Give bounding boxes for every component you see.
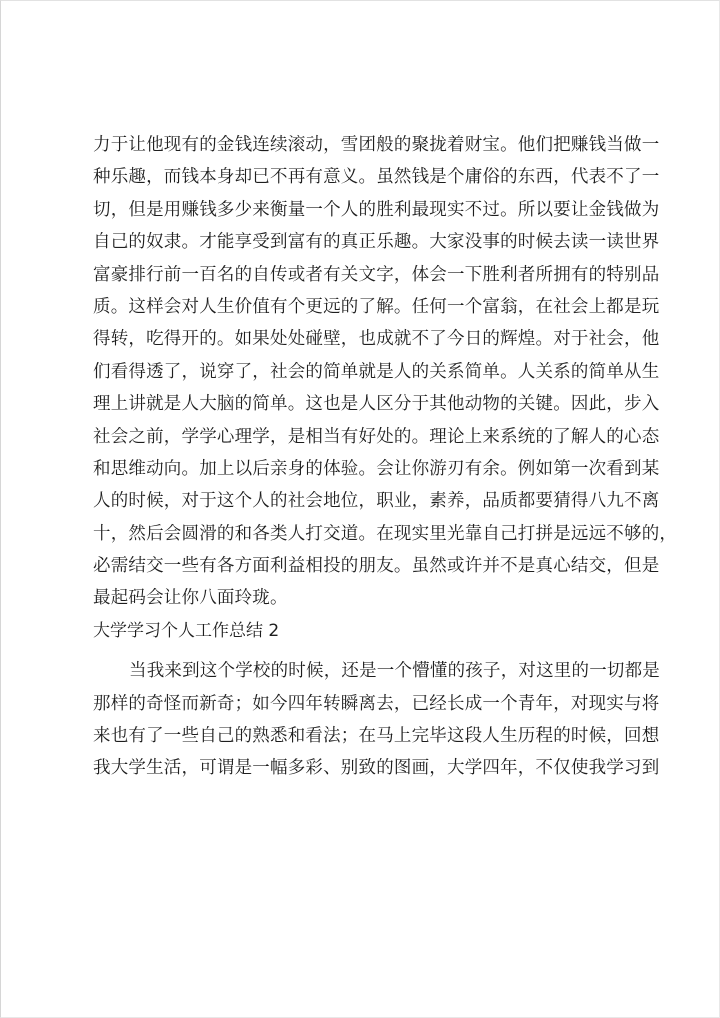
text-line: 我大学生活，可谓是一幅多彩、别致的图画，大学四年，不仅使我学习到 <box>93 758 660 779</box>
paragraph-1 <box>93 129 678 615</box>
text-line: 得转，吃得开的。如果处处碰壁，也成就不了今日的辉煌。对于社会，他 <box>93 329 660 350</box>
text-line: 十，然后会圆滑的和各类人打交道。在现实里光靠自己打拼是远远不够的， <box>93 523 678 544</box>
spacer <box>93 647 633 655</box>
text-line: 来也有了一些自己的熟悉和看法；在马上完毕这段人生历程的时候，回想 <box>93 726 660 747</box>
text-line: 力于让他现有的金钱连续滚动，雪团般的聚拢着财宝。他们把赚钱当做一 <box>93 135 660 155</box>
text-line: 那样的奇怪而新奇；如今四年转瞬离去，已经长成一个青年，对现实与将 <box>93 693 660 714</box>
text-line: 质。这样会对人生价值有个更远的了解。任何一个富翁，在社会上都是玩 <box>93 296 660 317</box>
text-line: 切，但是用赚钱多少来衡量一个人的胜利最现实不过。所以要让金钱做为 <box>93 199 660 220</box>
text-line: 们看得透了，说穿了，社会的简单就是人的关系简单。人关系的简单从生 <box>93 361 660 382</box>
text-line: 理上讲就是人大脑的简单。这也是人区分于其他动物的关键。因此，步入 <box>93 394 660 415</box>
text-line: 社会之前，学学心理学，是相当有好处的。理论上来系统的了解人的心态 <box>93 426 660 447</box>
text-line: 自己的奴隶。才能享受到富有的真正乐趣。大家没事的时候去读一读世界 <box>93 232 660 253</box>
section-heading: 大学学习个人工作总结 2 <box>93 620 280 641</box>
text-line: 必需结交一些有各方面利益相投的朋友。虽然或许并不是真心结交，但是 <box>93 556 660 577</box>
text-line: 和思维动向。加上以后亲身的体验。会让你游刃有余。例如第一次看到某 <box>93 458 660 479</box>
text-line: 富豪排行前一百名的自传或者有关文字，体会一下胜利者所拥有的特别品 <box>93 264 660 285</box>
text-line: 当我来到这个学校的时候，还是一个懵懂的孩子，对这里的一切都是 <box>129 661 660 682</box>
paragraph-2 <box>93 655 660 785</box>
text-line: 人的时候，对于这个人的社会地位，职业，素养，品质都要猜得八九不离 <box>93 491 660 512</box>
text-line: 种乐趣，而钱本身却已不再有意义。虽然钱是个庸俗的东西，代表不了一 <box>93 167 660 188</box>
document-body <box>93 129 678 785</box>
text-line: 最起码会让你八面玲珑。 <box>93 588 288 609</box>
